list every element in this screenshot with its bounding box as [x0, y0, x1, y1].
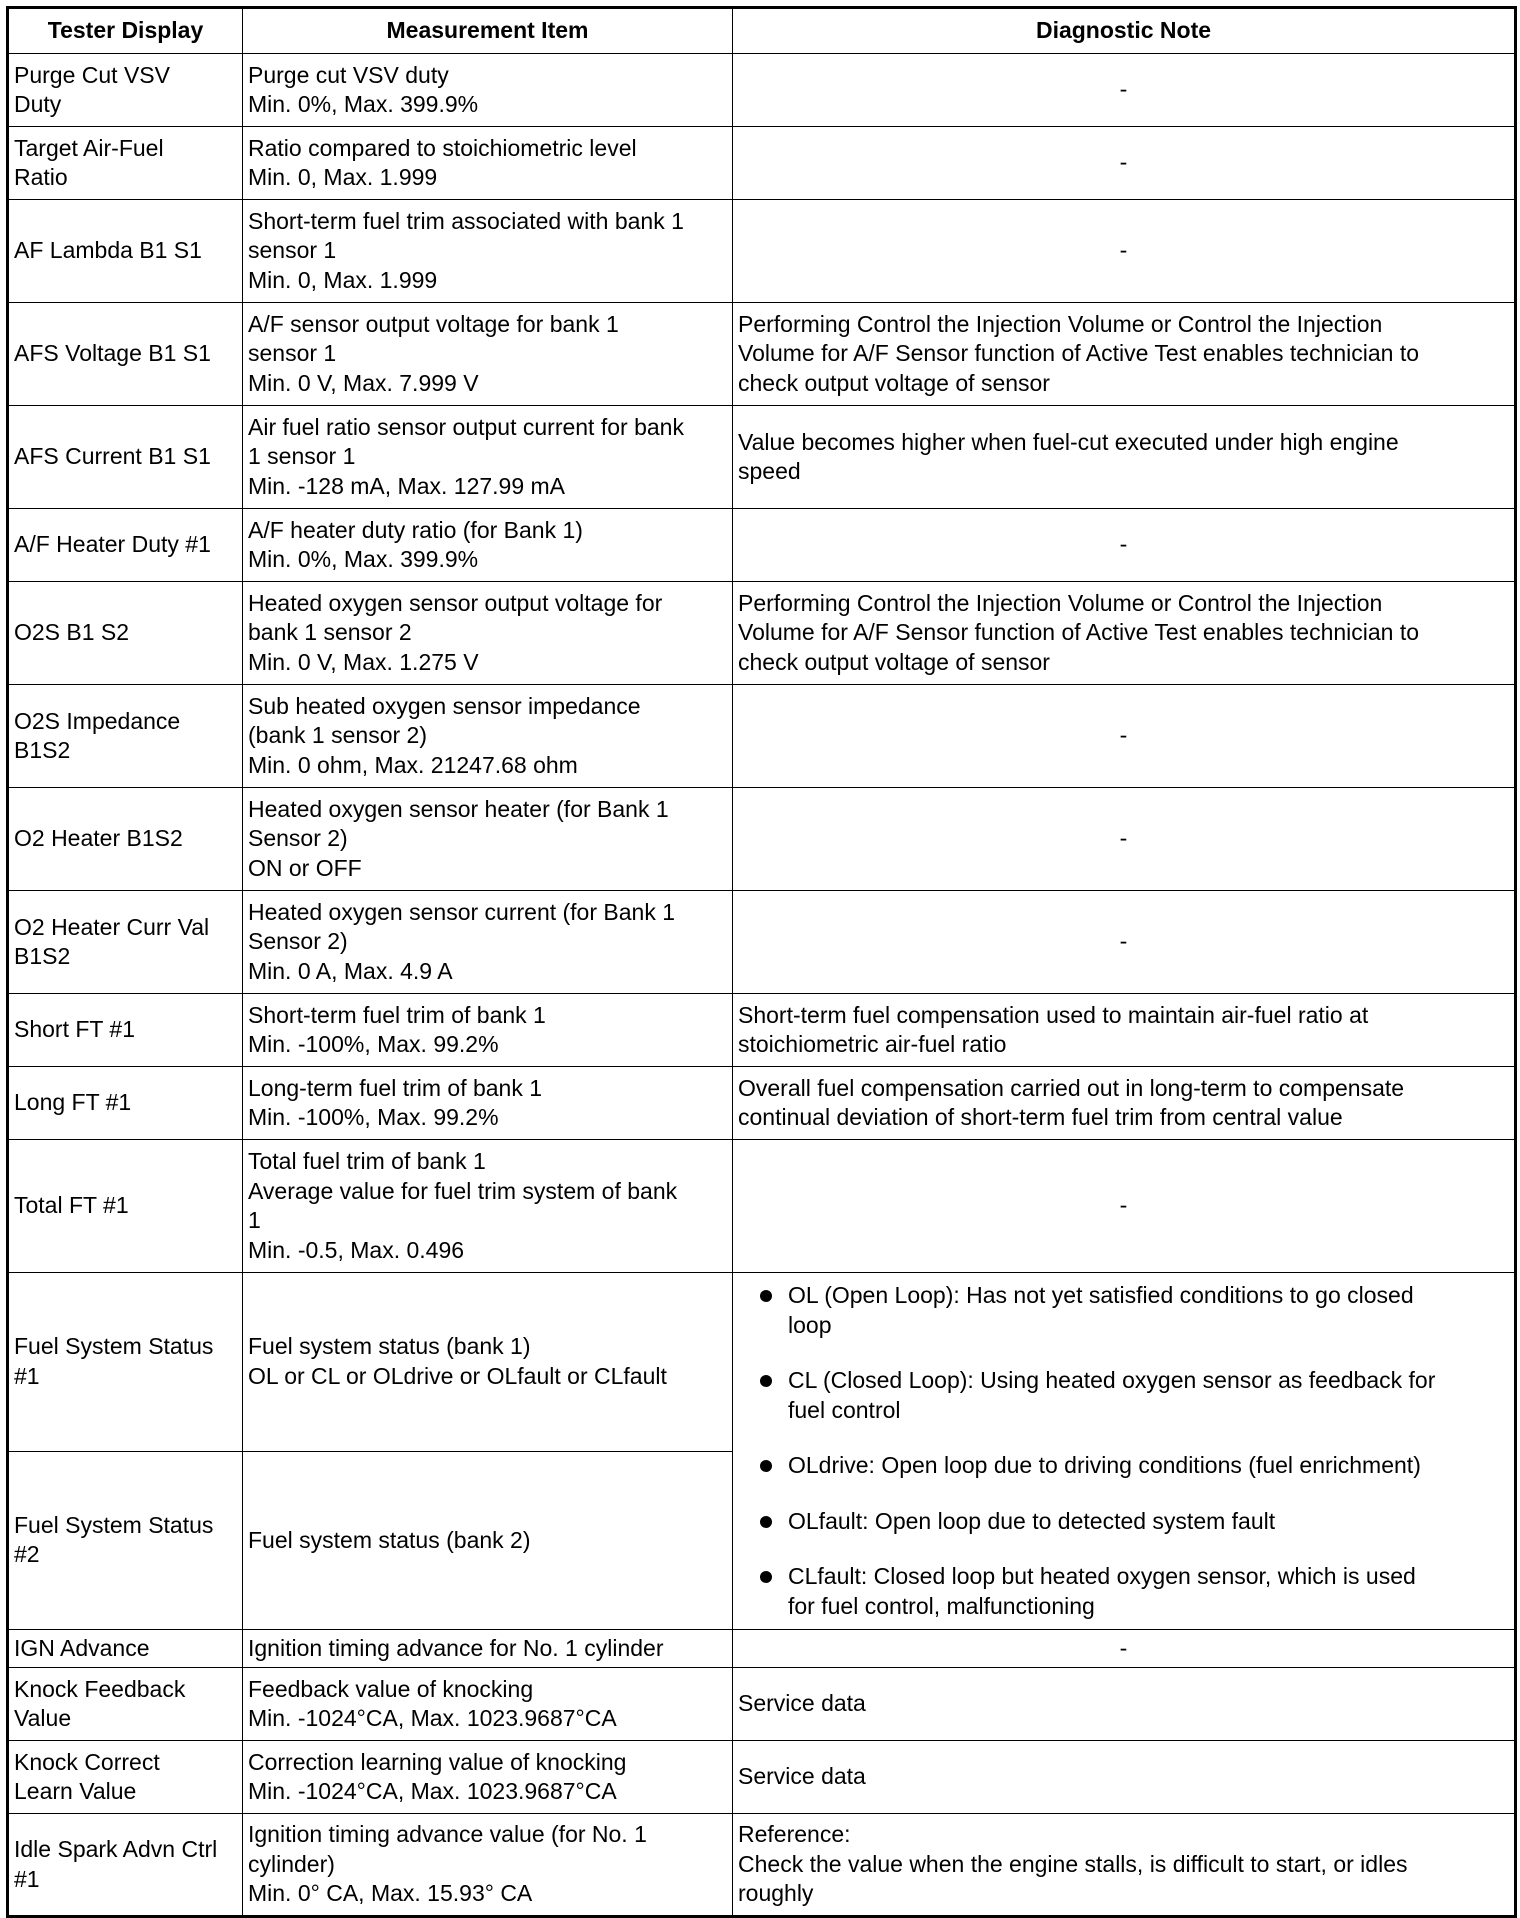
bullet-icon: [760, 1571, 772, 1583]
tester-display-cell: Knock Feedback Value: [8, 1668, 243, 1741]
tester-display-cell: Total FT #1: [8, 1140, 243, 1273]
tester-display-cell: O2 Heater Curr Val B1S2: [8, 891, 243, 994]
measurement-item-cell: Short-term fuel trim associated with bank 1 sensor 1 Min. 0, Max. 1.999: [243, 200, 733, 303]
diagnostic-note-cell: Performing Control the Injection Volume or Control the Injection Volume for A/F Sensor function of Active Test enables technician to check output voltage of sensor: [733, 303, 1516, 406]
diagnostic-note-cell: Short-term fuel compensation used to maintain air-fuel ratio at stoichiometric air-fuel ratio: [733, 994, 1516, 1067]
diagnostic-note-cell: -: [733, 54, 1516, 127]
measurement-item-cell: Ignition timing advance for No. 1 cylinder: [243, 1630, 733, 1668]
table-row: [8, 1630, 1516, 1668]
table-row: [8, 1741, 1516, 1814]
measurement-item-cell: Ignition timing advance value (for No. 1 cylinder) Min. 0° CA, Max. 15.93° CA: [243, 1814, 733, 1917]
list-item: OLdrive: Open loop due to driving conditions (fuel enrichment): [738, 1451, 1509, 1481]
table-row: [8, 303, 1516, 406]
diagnostic-note-cell: -: [733, 891, 1516, 994]
table-row: [8, 54, 1516, 127]
measurement-item-cell: Heated oxygen sensor output voltage for bank 1 sensor 2 Min. 0 V, Max. 1.275 V: [243, 582, 733, 685]
measurement-item-cell: Heated oxygen sensor current (for Bank 1 Sensor 2) Min. 0 A, Max. 4.9 A: [243, 891, 733, 994]
diagnostic-note-cell: -: [733, 200, 1516, 303]
tester-display-cell: Knock Correct Learn Value: [8, 1741, 243, 1814]
bullet-icon: [760, 1290, 772, 1302]
bullet-icon: [760, 1375, 772, 1387]
tester-display-cell: IGN Advance: [8, 1630, 243, 1668]
fuel-status-notes-cell: [733, 1273, 1516, 1630]
diagnostic-note-cell: Reference: Check the value when the engine stalls, is difficult to start, or idles roughly: [733, 1814, 1516, 1917]
diagnostic-note-cell: Performing Control the Injection Volume or Control the Injection Volume for A/F Sensor function of Active Test enables technician to check output voltage of sensor: [733, 582, 1516, 685]
header-measurement-item: Measurement Item: [243, 8, 733, 54]
measurement-item-cell: Ratio compared to stoichiometric level Min. 0, Max. 1.999: [243, 127, 733, 200]
table-row: [8, 1273, 1516, 1452]
tester-display-cell: Long FT #1: [8, 1067, 243, 1140]
tester-display-cell: AFS Voltage B1 S1: [8, 303, 243, 406]
fuel-status-notes-list: [738, 1275, 1509, 1627]
measurement-item-cell: Feedback value of knocking Min. -1024°CA, Max. 1023.9687°CA: [243, 1668, 733, 1741]
measurement-item-cell: Short-term fuel trim of bank 1 Min. -100%, Max. 99.2%: [243, 994, 733, 1067]
table-row: [8, 1140, 1516, 1273]
table-row: [8, 891, 1516, 994]
diagnostic-note-cell: -: [733, 509, 1516, 582]
diagnostic-note-cell: Service data: [733, 1741, 1516, 1814]
measurement-item-cell: Air fuel ratio sensor output current for bank 1 sensor 1 Min. -128 mA, Max. 127.99 mA: [243, 406, 733, 509]
list-item: OL (Open Loop): Has not yet satisfied conditions to go closed loop: [738, 1281, 1509, 1340]
table-row: [8, 788, 1516, 891]
table-row: [8, 1067, 1516, 1140]
diagnostic-note-cell: -: [733, 1630, 1516, 1668]
tester-display-cell: Short FT #1: [8, 994, 243, 1067]
tester-display-cell: Purge Cut VSV Duty: [8, 54, 243, 127]
measurement-item-cell: Total fuel trim of bank 1 Average value for fuel trim system of bank 1 Min. -0.5, Max. 0.496: [243, 1140, 733, 1273]
measurement-item-cell: Correction learning value of knocking Min. -1024°CA, Max. 1023.9687°CA: [243, 1741, 733, 1814]
header-diagnostic-note: Diagnostic Note: [733, 8, 1516, 54]
tester-display-cell: O2S B1 S2: [8, 582, 243, 685]
table-row: [8, 127, 1516, 200]
measurement-item-cell: Fuel system status (bank 2): [243, 1451, 733, 1630]
bullet-icon: [760, 1516, 772, 1528]
measurement-item-cell: Fuel system status (bank 1) OL or CL or OLdrive or OLfault or CLfault: [243, 1273, 733, 1452]
table-row: [8, 200, 1516, 303]
measurement-item-cell: Heated oxygen sensor heater (for Bank 1 Sensor 2) ON or OFF: [243, 788, 733, 891]
tester-display-cell: Fuel System Status #2: [8, 1451, 243, 1630]
tester-display-cell: Target Air-Fuel Ratio: [8, 127, 243, 200]
table-row: [8, 685, 1516, 788]
table-header-row: [8, 8, 1516, 54]
tester-display-cell: AF Lambda B1 S1: [8, 200, 243, 303]
tester-display-cell: O2 Heater B1S2: [8, 788, 243, 891]
diagnostic-note-cell: -: [733, 685, 1516, 788]
diagnostic-note-cell: -: [733, 127, 1516, 200]
table-row: [8, 1668, 1516, 1741]
data-list-table: [6, 6, 1517, 1918]
table-row: [8, 509, 1516, 582]
tester-display-cell: O2S Impedance B1S2: [8, 685, 243, 788]
table-row: [8, 582, 1516, 685]
bullet-icon: [760, 1460, 772, 1472]
table-row: [8, 1814, 1516, 1917]
diagnostic-note-cell: Service data: [733, 1668, 1516, 1741]
list-item: OLfault: Open loop due to detected system fault: [738, 1507, 1509, 1537]
measurement-item-cell: Sub heated oxygen sensor impedance (bank 1 sensor 2) Min. 0 ohm, Max. 21247.68 ohm: [243, 685, 733, 788]
diagnostic-note-cell: Overall fuel compensation carried out in long-term to compensate continual deviation of short-term fuel trim from central value: [733, 1067, 1516, 1140]
table-row: [8, 406, 1516, 509]
tester-display-cell: Fuel System Status #1: [8, 1273, 243, 1452]
tester-display-cell: A/F Heater Duty #1: [8, 509, 243, 582]
header-tester-display: Tester Display: [8, 8, 243, 54]
list-item: CLfault: Closed loop but heated oxygen sensor, which is used for fuel control, malfunctioning: [738, 1562, 1509, 1621]
list-item: CL (Closed Loop): Using heated oxygen sensor as feedback for fuel control: [738, 1366, 1509, 1425]
measurement-item-cell: A/F heater duty ratio (for Bank 1) Min. 0%, Max. 399.9%: [243, 509, 733, 582]
diagnostic-note-cell: -: [733, 1140, 1516, 1273]
diagnostic-note-cell: -: [733, 788, 1516, 891]
measurement-item-cell: Long-term fuel trim of bank 1 Min. -100%, Max. 99.2%: [243, 1067, 733, 1140]
tester-display-cell: AFS Current B1 S1: [8, 406, 243, 509]
measurement-item-cell: A/F sensor output voltage for bank 1 sensor 1 Min. 0 V, Max. 7.999 V: [243, 303, 733, 406]
measurement-item-cell: Purge cut VSV duty Min. 0%, Max. 399.9%: [243, 54, 733, 127]
tester-display-cell: Idle Spark Advn Ctrl #1: [8, 1814, 243, 1917]
diagnostic-note-cell: Value becomes higher when fuel-cut executed under high engine speed: [733, 406, 1516, 509]
table-row: [8, 994, 1516, 1067]
